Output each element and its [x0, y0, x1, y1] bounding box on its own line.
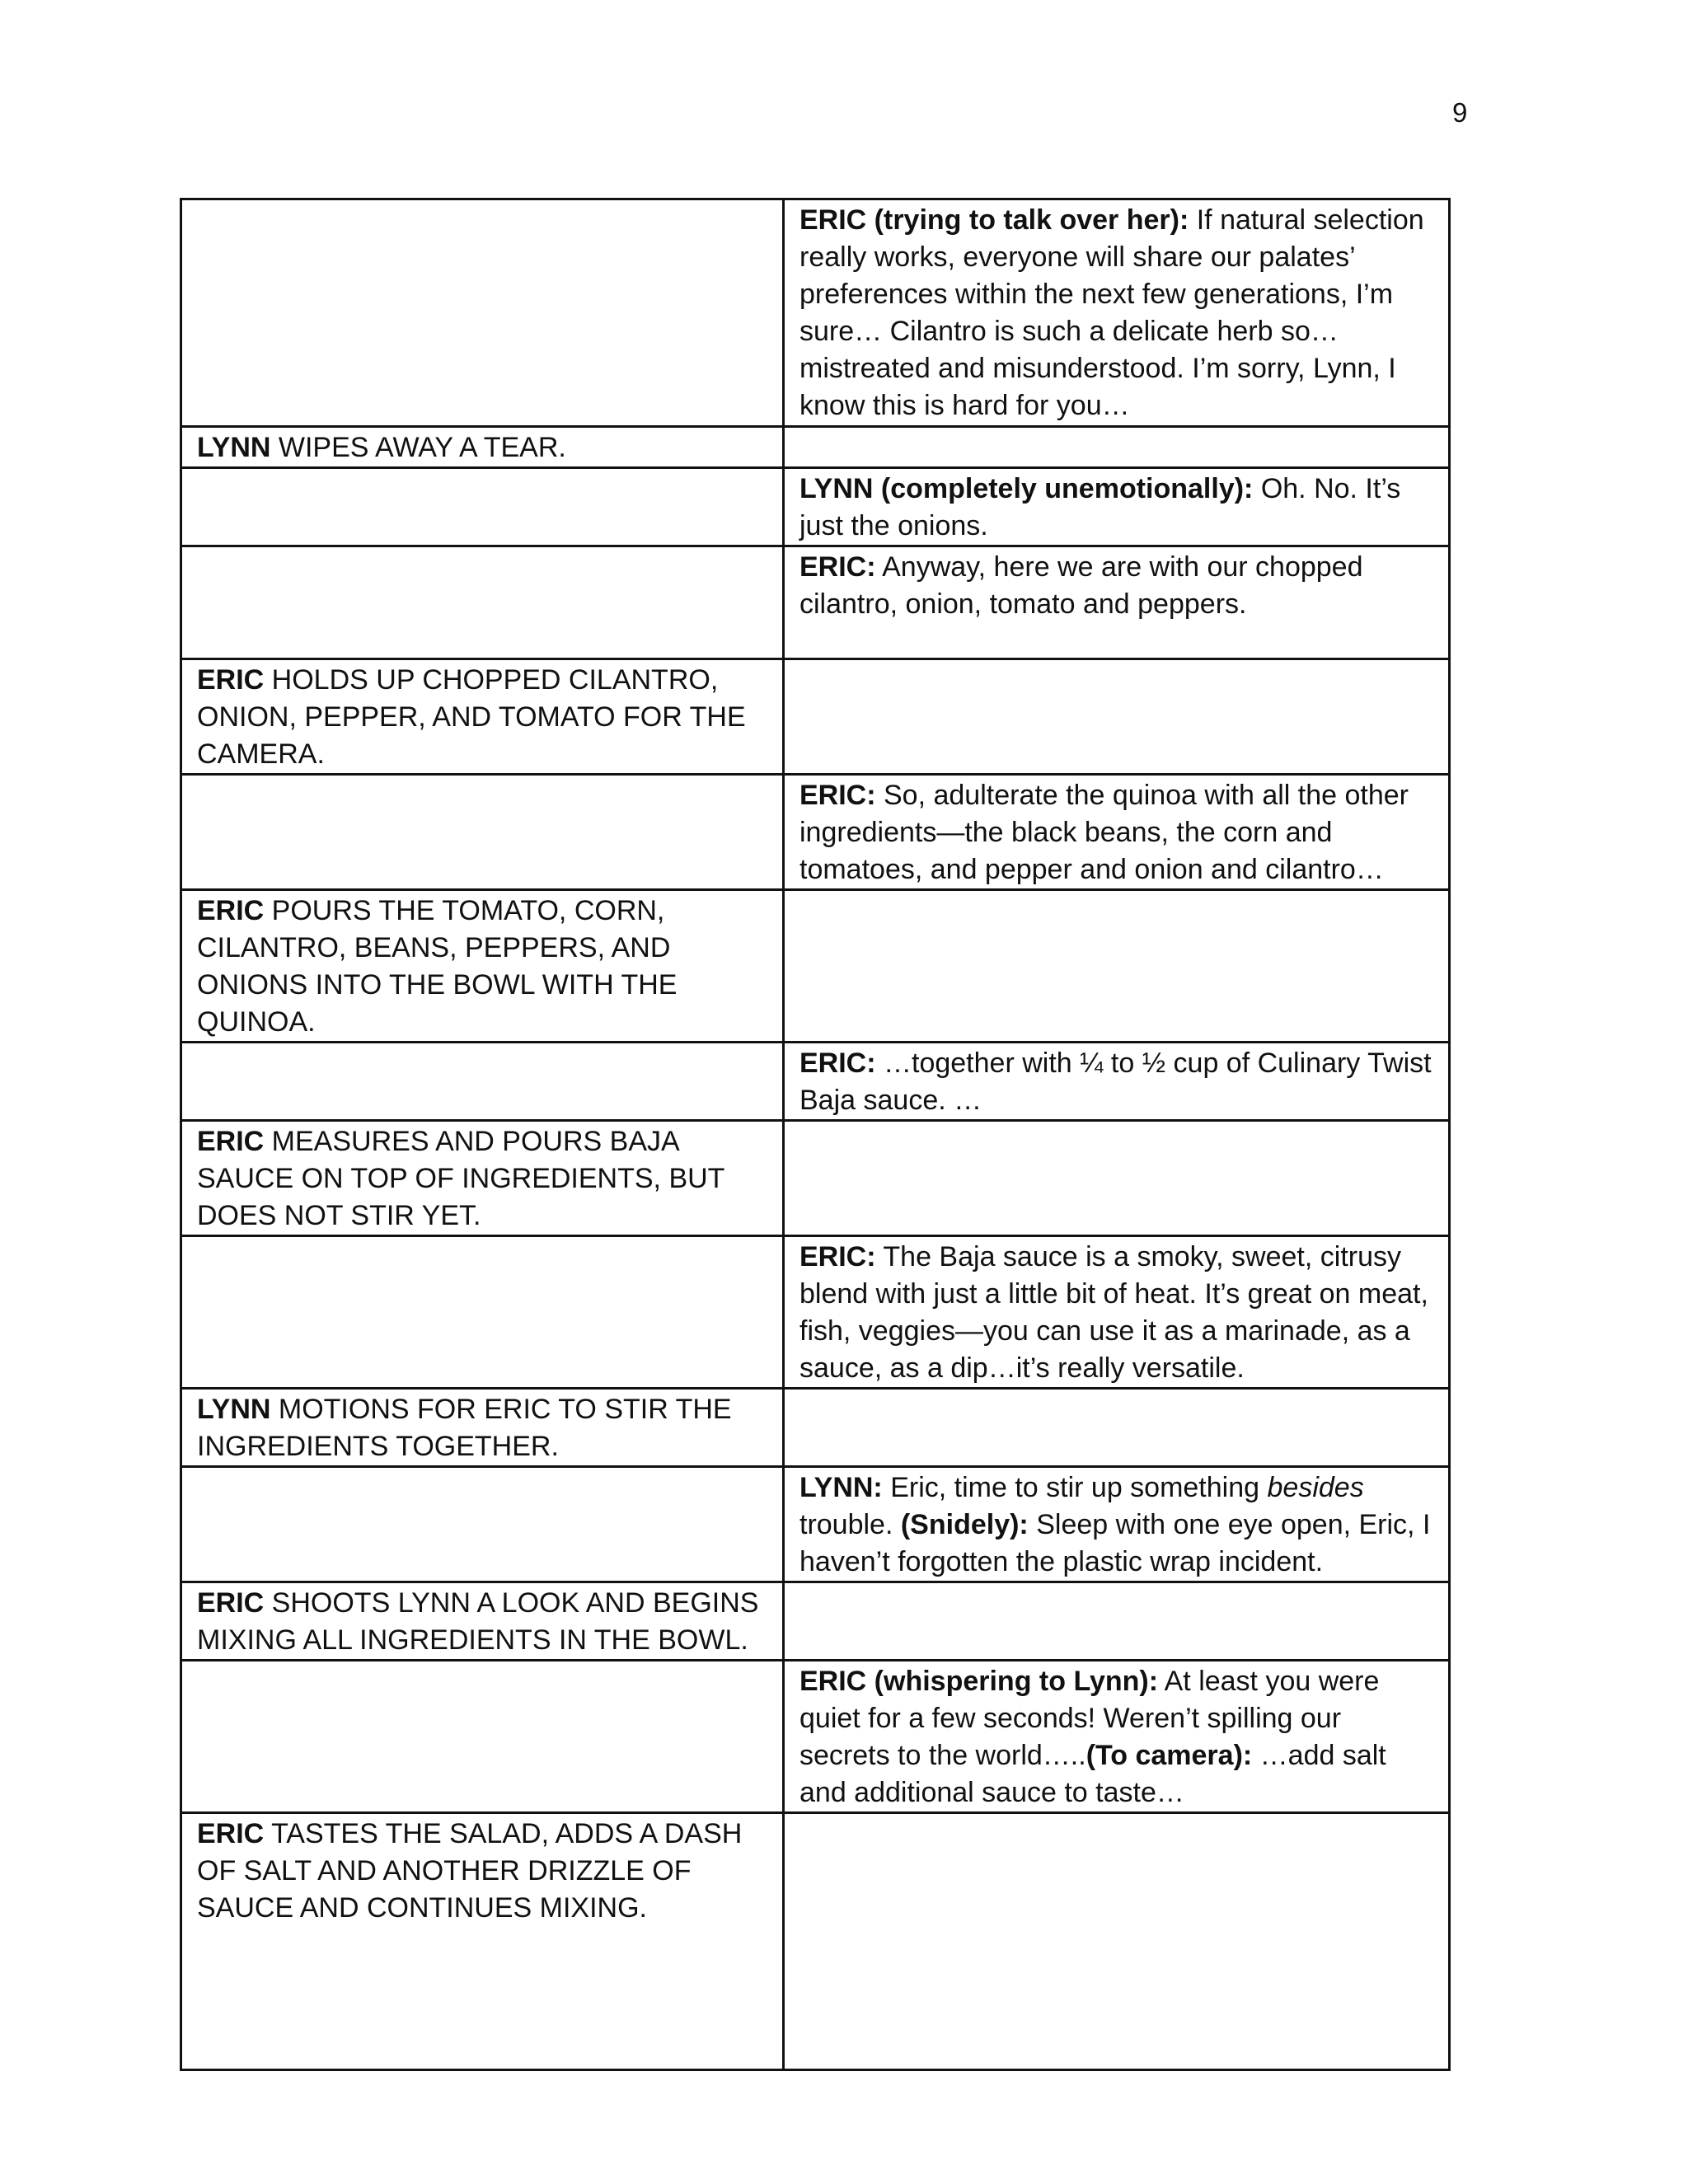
- action-cell: [181, 890, 784, 1043]
- action-cell: [181, 1813, 784, 2070]
- dialogue-cell: [784, 546, 1450, 659]
- speaker-label: LYNN:: [799, 1472, 883, 1503]
- dialogue-cell: [784, 890, 1450, 1043]
- speaker-label: ERIC: [197, 1587, 265, 1619]
- speaker-label: ERIC:: [799, 1047, 876, 1079]
- dialogue-cell: [784, 659, 1450, 775]
- script-row: [181, 1813, 1450, 2070]
- dialogue-cell: [784, 1467, 1450, 1582]
- dialogue-cell: [784, 1043, 1450, 1121]
- line-text: WIPES AWAY A TEAR.: [270, 432, 566, 463]
- speaker-label: LYNN: [197, 432, 271, 463]
- action-cell: [181, 1043, 784, 1121]
- speaker-label: (Snidely):: [900, 1509, 1029, 1540]
- line-text: HOLDS UP CHOPPED CILANTRO, ONION, PEPPER, AND TOMATO FOR THE CAMERA.: [197, 664, 746, 770]
- dialogue-cell: [784, 1582, 1450, 1661]
- line-text: …add salt and additional sauce to taste…: [799, 1740, 1386, 1808]
- speaker-label: ERIC: [197, 664, 265, 696]
- script-row: [181, 1467, 1450, 1582]
- speaker-label: LYNN (completely unemotionally):: [799, 473, 1254, 504]
- action-cell: [181, 468, 784, 546]
- dialogue-cell: [784, 199, 1450, 427]
- script-row: [181, 1661, 1450, 1813]
- dialogue-cell: [784, 1236, 1450, 1389]
- action-cell: [181, 775, 784, 890]
- dialogue-cell: [784, 1121, 1450, 1236]
- script-row: [181, 890, 1450, 1043]
- speaker-label: ERIC: [197, 1126, 265, 1157]
- action-cell: [181, 1121, 784, 1236]
- line-text: Anyway, here we are with our chopped cilantro, onion, tomato and peppers.: [799, 551, 1363, 620]
- line-text: …together with ¼ to ½ cup of Culinary Twist Baja sauce. …: [799, 1047, 1432, 1116]
- line-text: The Baja sauce is a smoky, sweet, citrusy blend with just a little bit of heat. It’s great on meat, fish, veggies—you can use it as a marinade, as a sauce, as a dip…it’s really versatile.: [799, 1241, 1428, 1384]
- dialogue-cell: [784, 468, 1450, 546]
- line-text: SHOOTS LYNN A LOOK AND BEGINS MIXING ALL INGREDIENTS IN THE BOWL.: [197, 1587, 759, 1656]
- page-number: 9: [1452, 97, 1468, 128]
- dialogue-cell: [784, 1813, 1450, 2070]
- emphasis-text: besides: [1267, 1472, 1364, 1503]
- speaker-label: ERIC (whispering to Lynn):: [799, 1666, 1159, 1697]
- action-cell: [181, 199, 784, 427]
- script-row: [181, 775, 1450, 890]
- action-cell: [181, 427, 784, 468]
- dialogue-cell: [784, 1661, 1450, 1813]
- line-text: Oh. No. It’s just the onions.: [799, 473, 1401, 541]
- action-cell: [181, 1582, 784, 1661]
- script-row: [181, 1121, 1450, 1236]
- action-cell: [181, 659, 784, 775]
- line-text: At least you were quiet for a few seconds! Weren’t spilling our secrets to the world…..: [799, 1666, 1380, 1771]
- script-table: [180, 198, 1451, 2071]
- line-text: If natural selection really works, everyone will share our palates’ preferences within the next few generations, I’m sure… Cilantro is such a delicate herb so…mistreated and misunderstood. I’m sorry, Lynn, I know this is hard for you…: [799, 204, 1424, 421]
- action-cell: [181, 1467, 784, 1582]
- line-text: Sleep with one eye open, Eric, I haven’t forgotten the plastic wrap incident.: [799, 1509, 1431, 1577]
- script-row: [181, 1043, 1450, 1121]
- line-text: POURS THE TOMATO, CORN, CILANTRO, BEANS, PEPPERS, AND ONIONS INTO THE BOWL WITH THE QUINOA.: [197, 895, 678, 1038]
- speaker-label: LYNN: [197, 1394, 271, 1425]
- line-text: MEASURES AND POURS BAJA SAUCE ON TOP OF INGREDIENTS, BUT DOES NOT STIR YET.: [197, 1126, 724, 1231]
- speaker-label: ERIC:: [799, 1241, 876, 1272]
- dialogue-cell: [784, 1389, 1450, 1467]
- dialogue-cell: [784, 427, 1450, 468]
- script-row: [181, 1236, 1450, 1389]
- script-table-body: [181, 199, 1450, 2070]
- action-cell: [181, 1389, 784, 1467]
- script-row: [181, 468, 1450, 546]
- line-text: So, adulterate the quinoa with all the other ingredients—the black beans, the corn and tomatoes, and pepper and onion and cilantro…: [799, 780, 1409, 885]
- script-row: [181, 199, 1450, 427]
- dialogue-cell: [784, 775, 1450, 890]
- action-cell: [181, 546, 784, 659]
- speaker-label: ERIC:: [799, 551, 876, 583]
- line-text: TASTES THE SALAD, ADDS A DASH OF SALT AND ANOTHER DRIZZLE OF SAUCE AND CONTINUES MIXING.: [197, 1818, 743, 1924]
- speaker-label: ERIC:: [799, 780, 876, 811]
- speaker-label: ERIC (trying to talk over her):: [799, 204, 1189, 236]
- line-text: trouble.: [799, 1509, 901, 1540]
- script-row: [181, 1389, 1450, 1467]
- action-cell: [181, 1661, 784, 1813]
- speaker-label: (To camera):: [1085, 1740, 1253, 1771]
- script-row: [181, 427, 1450, 468]
- line-text: MOTIONS FOR ERIC TO STIR THE INGREDIENTS TOGETHER.: [197, 1394, 732, 1462]
- script-row: [181, 546, 1450, 659]
- script-row: [181, 659, 1450, 775]
- script-row: [181, 1582, 1450, 1661]
- line-text: Eric, time to stir up something: [882, 1472, 1268, 1503]
- action-cell: [181, 1236, 784, 1389]
- speaker-label: ERIC: [197, 895, 265, 926]
- speaker-label: ERIC: [197, 1818, 265, 1849]
